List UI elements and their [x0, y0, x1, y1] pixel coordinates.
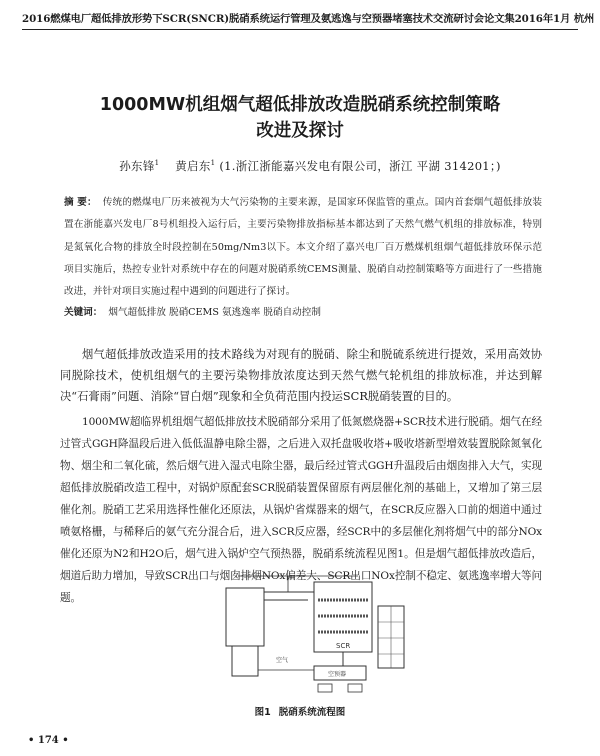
boiler-lower	[232, 646, 258, 676]
affiliation: (1.浙江浙能嘉兴发电有限公司，浙江 平湖 314201；)	[219, 159, 501, 173]
page-number: • 174 •	[28, 735, 69, 746]
abstract	[64, 192, 542, 303]
title-line-1: 1000MW机组烟气超低排放改造脱硝系统控制策略	[99, 95, 501, 115]
body-paragraph-1: 烟气超低排放改造采用的技术路线为对现有的脱硝、除尘和脱硫系统进行提效，采用高效协同脱除技术，使机组烟气的主要污染物排放浓度达到天然气燃气轮机组的排放标准，并达到解决“石膏雨”问题、消除“冒白烟”现象和全负荷范围内投运SCR脱硝装置的目的。	[60, 348, 542, 403]
header-date: 2016年1月 杭州	[514, 13, 595, 25]
paper-title	[40, 92, 560, 144]
header-conference: 2016燃煤电厂超低排放形势下SCR(SNCR)脱硝系统运行管理及氨逃逸与空预器堵塞技术交流研讨会论文集	[22, 13, 515, 25]
author-line	[60, 158, 560, 174]
figure-caption	[0, 704, 600, 718]
title-line-2: 改进及探讨	[256, 121, 344, 141]
running-header	[22, 10, 595, 25]
air-preheater-label: 空预器	[328, 671, 347, 678]
hopper-left	[318, 684, 332, 692]
keywords-text: 烟气超低排放 脱硝CEMS 氨逃逸率 脱硝自动控制	[108, 307, 321, 318]
body-paragraph-2: 1000MW超临界机组烟气超低排放技术脱硝部分采用了低氮燃烧器+SCR技术进行脱硝。烟气在经过管式GGH降温段后进入低低温静电除尘器，之后进入双托盘吸收塔+吸收塔新型增效装置脱除氮氧化物、烟尘和二氧化硫，然后烟气进入湿式电除尘器，最后经过管式GGH升温段后由烟囱排入大气，实现超低排放脱硝改造工程中，对锅炉原配套SCR脱硝装置保留原有两层催化剂的基础上，又增加了第三层催化剂。脱硝工艺采用选择性催化还原法，从锅炉省煤器来的烟气，在SCR反应器入口前的烟道中通过喷氨格栅，与稀释后的氨气充分混合后，进入SCR反应器，经SCR中的多层催化剂将烟气中的部分NOx催化还原为N2和H2O后，烟气进入锅炉空气预热器，脱硝系统流程见图1。但是烟气超低排放改造后，烟道后助力增加，导致SCR出口与烟囱排烟NOx偏差大、SCR出口NOx控制不稳定、氨逃逸率增大等问题。	[60, 416, 542, 604]
figure-number: 图1	[254, 707, 271, 718]
keywords-label: 关键词：	[64, 307, 103, 318]
figure-title: 脱硝系统流程图	[278, 707, 346, 718]
scr-label: SCR	[336, 642, 351, 650]
author-2: 黄启东	[175, 159, 211, 173]
abstract-text: 传统的燃煤电厂历来被视为大气污染物的主要来源，是国家环保监管的重点。国内首套烟气超低排放装置在浙能嘉兴发电厂8号机组投入运行后，主要污染物排放指标基本都达到了天然气燃气机组的排放标准，特别是氮氧化合物的排放全时段控制在50mg/Nm3以下。本文介绍了嘉兴电厂百万燃煤机组烟气超低排放环保示范项目实施后，热控专业针对系统中存在的问题对脱硝系统CEMS测量、脱硝自动控制策略等方面进行了一些措施改进，并针对项目实施过程中遇到的问题进行了探讨。	[64, 197, 542, 298]
author-2-sup: 1	[210, 159, 216, 168]
author-1-sup: 1	[154, 159, 160, 168]
header-rule	[22, 29, 578, 30]
air-label: 空气	[276, 657, 289, 664]
keywords	[64, 304, 542, 318]
abstract-label: 摘 要：	[64, 197, 97, 208]
denitrification-flow-diagram	[218, 566, 418, 696]
boiler-block	[226, 588, 264, 646]
author-1: 孙东锋	[119, 159, 155, 173]
hopper-right	[348, 684, 362, 692]
